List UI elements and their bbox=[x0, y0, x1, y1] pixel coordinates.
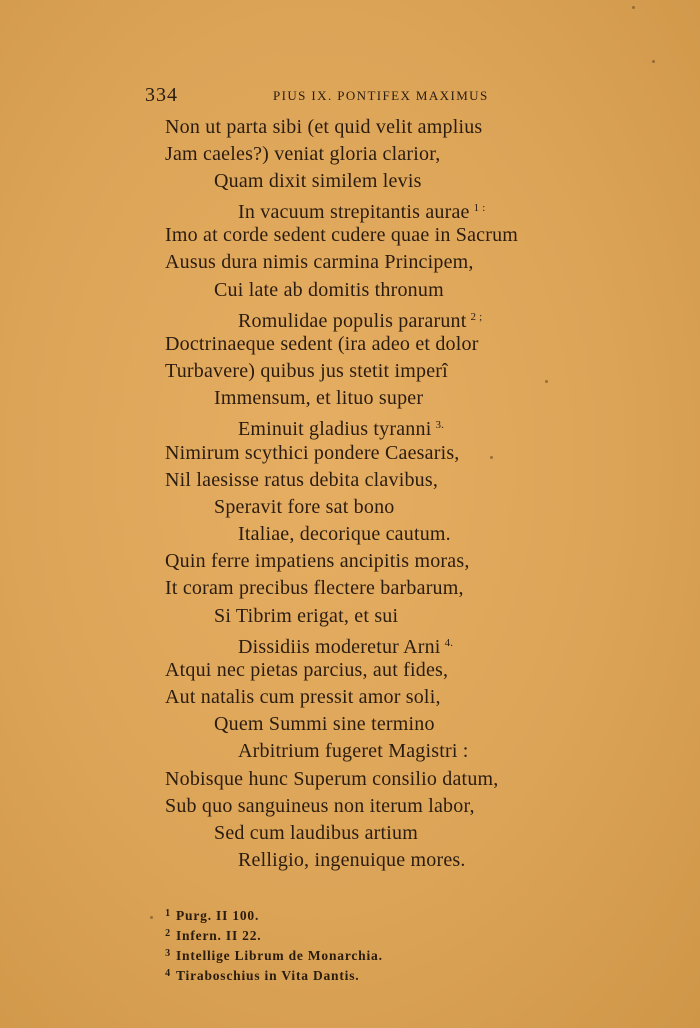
page-header bbox=[145, 84, 545, 108]
verse-line: Sed cum laudibus artium bbox=[214, 822, 419, 844]
verse-line: Doctrinaeque sedent (ira adeo et dolor bbox=[165, 333, 479, 355]
page-number: 334 bbox=[145, 84, 178, 106]
footnote-text: Purg. II 100. bbox=[176, 908, 260, 923]
footnote-reference: 4. bbox=[444, 637, 454, 649]
verse-line: Aut natalis cum pressit amor soli, bbox=[165, 686, 441, 708]
verse-line: Quam dixit similem levis bbox=[214, 170, 422, 192]
footnote bbox=[160, 904, 259, 926]
footnote bbox=[160, 964, 359, 986]
verse-line: Nimirum scythici pondere Caesaris, bbox=[165, 442, 460, 464]
verse-line: Dissidiis moderetur Arni $^{4.}$ bbox=[238, 636, 454, 658]
paper-speck bbox=[545, 380, 548, 383]
verse-line: Sub quo sanguineus non iterum labor, bbox=[165, 795, 475, 817]
verse-line: Italiae, decorique cautum. bbox=[238, 523, 451, 545]
verse-line: Romulidae populis pararunt $^{2 ;}$ bbox=[238, 310, 483, 332]
verse-line: Ausus dura nimis carmina Principem, bbox=[165, 251, 474, 273]
running-head: PIUS IX. PONTIFEX MAXIMUS bbox=[273, 88, 489, 103]
verse-line: Jam caeles?) veniat gloria clarior, bbox=[165, 143, 441, 165]
footnote bbox=[160, 944, 383, 966]
verse-line: Nil laesisse ratus debita clavibus, bbox=[165, 469, 439, 491]
paper-speck bbox=[632, 6, 635, 9]
footnote-mark: 2 bbox=[165, 928, 171, 939]
footnote-text: Intellige Librum de Monarchia. bbox=[176, 948, 383, 963]
verse-line: Si Tibrim erigat, et sui bbox=[214, 605, 399, 627]
footnote bbox=[160, 924, 261, 946]
verse-line: Speravit fore sat bono bbox=[214, 496, 395, 518]
verse-line: Quin ferre impatiens ancipitis moras, bbox=[165, 550, 470, 572]
verse-line: Eminuit gladius tyranni $^{3.}$ bbox=[238, 418, 445, 440]
verse-line: Quem Summi sine termino bbox=[214, 713, 435, 735]
footnote-mark: 4 bbox=[165, 968, 171, 979]
paper-speck bbox=[150, 916, 153, 919]
verse-line: In vacuum strepitantis aurae $^{1 :}$ bbox=[238, 201, 486, 223]
verse-line: Imo at corde sedent cudere quae in Sacrum bbox=[165, 224, 519, 246]
verse-line: Non ut parta sibi (et quid velit amplius bbox=[165, 116, 483, 138]
verse-line: Turbavere) quibus jus stetit imperî bbox=[165, 360, 448, 382]
verse-line: Atqui nec pietas parcius, aut fides, bbox=[165, 659, 449, 681]
footnote-reference: 2 ; bbox=[470, 311, 483, 323]
footnote-mark: 3 bbox=[165, 948, 171, 959]
footnote-text: Tiraboschius in Vita Dantis. bbox=[176, 968, 360, 983]
verse-line: Arbitrium fugeret Magistri : bbox=[238, 740, 469, 762]
verse-line: It coram precibus flectere barbarum, bbox=[165, 577, 464, 599]
paper-speck bbox=[652, 60, 655, 63]
verse-line: Relligio, ingenuique mores. bbox=[238, 849, 466, 871]
footnote-reference: 3. bbox=[435, 419, 445, 431]
verse-line: Immensum, et lituo super bbox=[214, 387, 424, 409]
verse-line: Cui late ab domitis thronum bbox=[214, 279, 444, 301]
footnote-mark: 1 bbox=[165, 908, 171, 919]
paper-speck bbox=[490, 456, 493, 459]
footnote-text: Infern. II 22. bbox=[176, 928, 262, 943]
footnote-reference: 1 : bbox=[473, 202, 486, 214]
verse-line: Nobisque hunc Superum consilio datum, bbox=[165, 768, 499, 790]
